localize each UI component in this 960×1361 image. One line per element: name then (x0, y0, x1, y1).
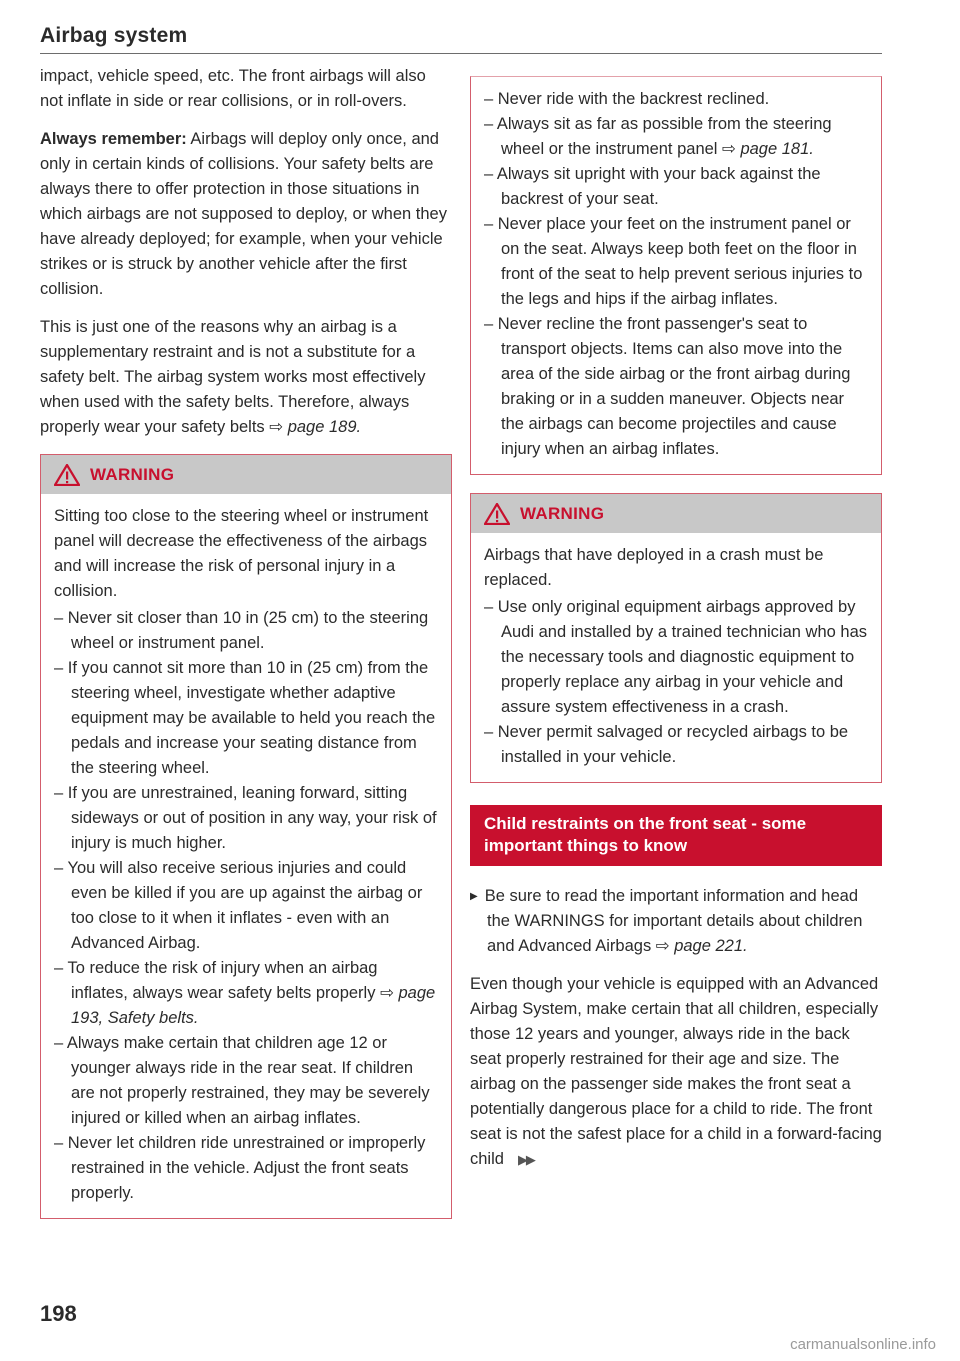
triangle-bullet-icon: ▶ (470, 891, 478, 902)
warning-list-continued (484, 87, 868, 462)
list-item: – Use only original equipment airbags approved by Audi and installed by a trained technician who has the necessary tools and diagnostic equipment to properly replace any airbag in your vehicle and assure system effectiveness in a crash. (484, 595, 868, 720)
list-item: – Never place your feet on the instrument panel or on the seat. Always keep both feet on the floor in front of the seat to help prevent serious injuries to the legs and hips if the airbag inflates. (484, 212, 868, 312)
reasons-text: This is just one of the reasons why an airbag is a supplementary restraint and is not a substitute for a safety belt. The airbag system works most effectively when used with the safety belts. Therefore, always properly wear your safety belts (40, 318, 426, 436)
watermark: carmanualsonline.info (790, 1336, 936, 1353)
warning-box-left (40, 454, 452, 1219)
remember-label: Always remember: (40, 130, 187, 148)
list-item: – Never permit salvaged or recycled airbags to be installed in your vehicle. (484, 720, 868, 770)
warning-list (54, 606, 438, 1206)
continue-arrow-icon: ▶▶ (517, 1152, 534, 1167)
warning-header (41, 455, 451, 494)
list-item-text: To reduce the risk of injury when an airbag inflates, always wear safety belts properly (67, 959, 381, 1002)
list-item: – Always sit upright with your back against the backrest of your seat. (484, 162, 868, 212)
list-item-text: Always sit as far as possible from the steering wheel or the instrument panel (496, 115, 832, 158)
header-rule (40, 53, 882, 54)
list-item: – Never sit closer than 10 in (25 cm) to the steering wheel or instrument panel. (54, 606, 438, 656)
warning-header (471, 494, 881, 533)
list-item: – Never recline the front passenger's seat to transport objects. Items can also move into the area of the side airbag or the front airbag during braking or in a sudden maneuver. Objects near the airbags can become projectiles and cause injury when an airbag inflates. (484, 312, 868, 462)
list-item: – If you are unrestrained, leaning forward, sitting sideways or out of position in any way, your risk of injury is much higher. (54, 781, 438, 856)
warning-triangle-icon (484, 503, 510, 525)
page-181-link[interactable]: ⇨ page 181. (722, 140, 814, 158)
list-item: – You will also receive serious injuries and could even be killed if you are up against the airbag or too close to it when it inflates - even with an Advanced Airbag. (54, 856, 438, 956)
warning-intro: Airbags that have deployed in a crash must be replaced. (484, 546, 824, 589)
warning-box-continued (470, 76, 882, 475)
page-header-title: Airbag system (40, 24, 188, 47)
right-column (470, 76, 882, 1185)
page-193-link[interactable]: ⇨ page 193, Safety belts. (71, 984, 436, 1027)
list-item (54, 956, 438, 1031)
list-item: – Never let children ride unrestrained or improperly restrained in the vehicle. Adjust the front seats properly. (54, 1131, 438, 1206)
warning-box-right (470, 493, 882, 783)
reasons-paragraph (40, 315, 452, 440)
page-221-link[interactable]: ⇨ page 221. (655, 937, 748, 955)
intro-paragraph: impact, vehicle speed, etc. The front airbags will also not inflate in side or rear collisions, or in roll-overs. (40, 67, 426, 110)
list-item: – If you cannot sit more than 10 in (25 cm) from the steering wheel, investigate whether adaptive equipment may be available to held you reach the pedals and increase your seating distance from the steering wheel. (54, 656, 438, 781)
left-column (40, 64, 452, 1219)
list-item (484, 112, 868, 162)
warning-title: WARNING (90, 465, 175, 484)
list-item: – Never ride with the backrest reclined. (484, 87, 868, 112)
section-heading: Child restraints on the front seat - some important things to know (470, 805, 882, 866)
warning-triangle-icon (54, 464, 80, 486)
bullet-text: Be sure to read the important information and head the WARNINGS for important details about children and Advanced Airbags (484, 887, 863, 955)
instruction-bullet (470, 884, 882, 959)
remember-text: Airbags will deploy only once, and only in certain kinds of collisions. Your safety belts are always there to offer protection in those situations in which airbags are not supposed to deploy, or when they have already deployed; for example, when your vehicle strikes or is struck by another vehicle after the first collision. (40, 130, 447, 298)
body-text: Even though your vehicle is equipped with an Advanced Airbag System, make certain that all children, especially those 12 years and younger, always ride in the back seat properly restrained for their age and size. The airbag on the passenger side makes the front seat a potentially dangerous place for a child to ride. The front seat is not the safest place for a child in a forward-facing child (470, 975, 882, 1168)
body-paragraph (470, 972, 882, 1172)
list-item: – Always make certain that children age 12 or younger always ride in the rear seat. If children are not properly restrained, they may be severely injured or killed when an airbag inflates. (54, 1031, 438, 1131)
page-number: 198 (40, 1301, 77, 1326)
warning-title: WARNING (520, 504, 605, 523)
page-189-link[interactable]: ⇨ page 189. (269, 418, 362, 436)
warning-intro: Sitting too close to the steering wheel or instrument panel will decrease the effectiveness of the airbags and will increase the risk of personal injury in a collision. (54, 507, 429, 600)
warning-list (484, 595, 868, 770)
remember-paragraph (40, 127, 452, 302)
